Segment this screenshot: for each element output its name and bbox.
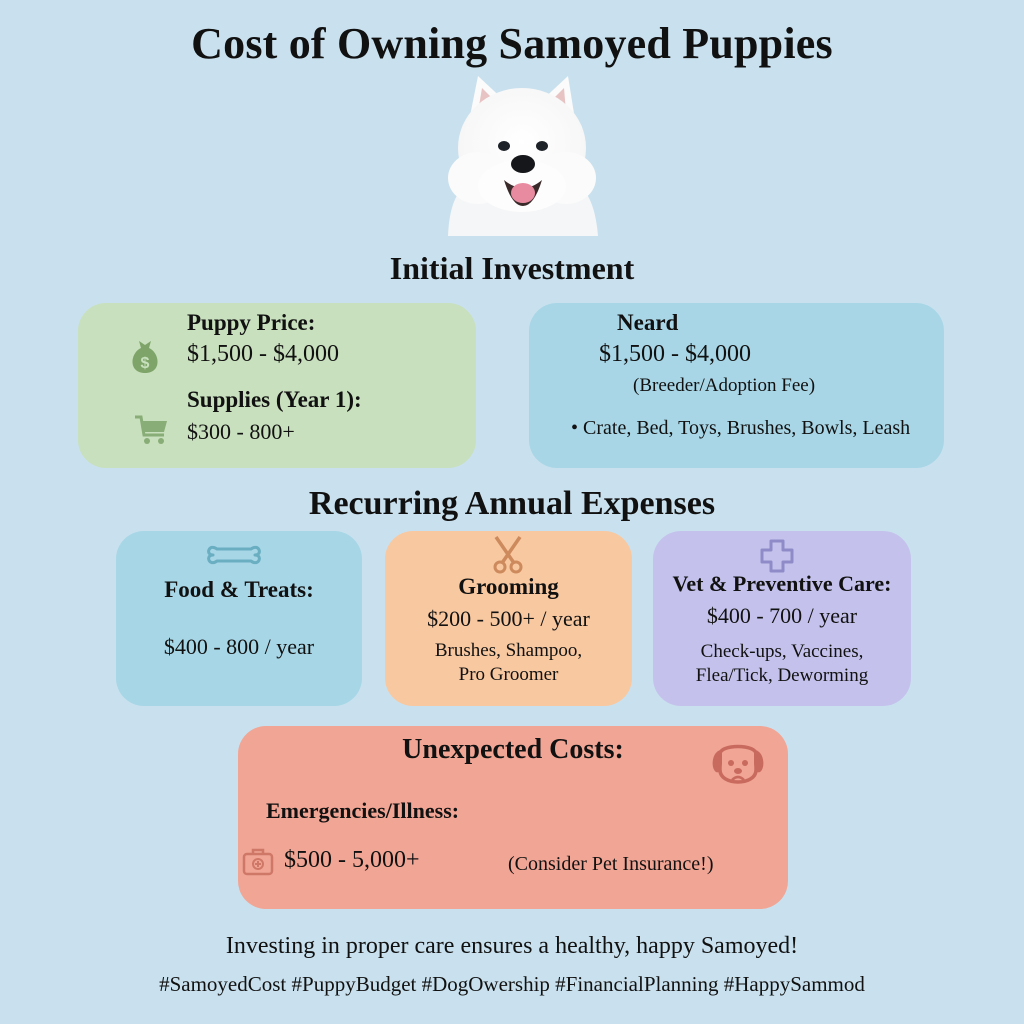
grooming-detail-1: Brushes, Shampoo, bbox=[434, 640, 583, 661]
supplies-label: Supplies (Year 1): bbox=[187, 387, 362, 412]
vet-care-label: Vet & Preventive Care: bbox=[672, 571, 892, 596]
samoyed-puppy-image bbox=[438, 68, 606, 236]
unexpected-costs-card bbox=[238, 726, 788, 909]
supplies-bullet-text: Crate, Bed, Toys, Brushes, Bowls, Leash bbox=[583, 417, 911, 439]
supplies-value: $300 - 800+ bbox=[187, 419, 295, 444]
first-aid-kit-icon bbox=[242, 848, 274, 876]
bullet-icon: • bbox=[571, 417, 584, 439]
unexpected-costs-heading: Unexpected Costs: bbox=[402, 734, 624, 765]
puppy-price-card bbox=[78, 303, 476, 468]
supplies-bullet bbox=[571, 417, 910, 440]
breeder-fee-heading: Neard bbox=[617, 310, 679, 335]
scissors-icon bbox=[488, 535, 528, 575]
medical-cross-icon bbox=[760, 539, 794, 573]
page-title: Cost of Owning Samoyed Puppies bbox=[191, 19, 833, 68]
food-treats-value: $400 - 800 / year bbox=[163, 634, 315, 659]
vet-care-detail-2: Flea/Tick, Deworming bbox=[695, 665, 869, 686]
grooming-detail-2: Pro Groomer bbox=[458, 664, 559, 685]
shopping-cart-icon bbox=[134, 415, 168, 445]
breeder-fee-card bbox=[529, 303, 944, 468]
food-treats-label: Food & Treats: bbox=[164, 577, 314, 602]
breeder-fee-value: $1,500 - $4,000 bbox=[599, 341, 751, 367]
food-treats-card bbox=[116, 531, 362, 706]
svg-text:$: $ bbox=[140, 355, 150, 372]
puppy-price-label: Puppy Price: bbox=[187, 310, 316, 335]
vet-care-detail-1: Check-ups, Vaccines, bbox=[700, 641, 864, 662]
puppy-price-value: $1,500 - $4,000 bbox=[187, 341, 339, 367]
section-heading-recurring: Recurring Annual Expenses bbox=[308, 485, 716, 522]
pet-insurance-note: (Consider Pet Insurance!) bbox=[508, 853, 714, 875]
vet-care-value: $400 - 700 / year bbox=[706, 603, 858, 628]
footer-hashtags: #SamoyedCost #PuppyBudget #DogOwership #FinancialPlanning #HappySammod bbox=[159, 972, 865, 996]
footer-tagline: Investing in proper care ensures a healthy, happy Samoyed! bbox=[225, 933, 799, 959]
breeder-fee-note: (Breeder/Adoption Fee) bbox=[633, 375, 816, 396]
grooming-value: $200 - 500+ / year bbox=[427, 606, 590, 631]
sad-dog-icon bbox=[710, 740, 766, 792]
vet-care-card bbox=[653, 531, 911, 706]
grooming-card bbox=[385, 531, 632, 706]
grooming-label: Grooming bbox=[458, 574, 559, 599]
money-bag-icon bbox=[128, 339, 162, 375]
bone-icon bbox=[207, 541, 261, 569]
emergencies-value: $500 - 5,000+ bbox=[284, 847, 420, 873]
emergencies-label: Emergencies/Illness: bbox=[266, 798, 460, 823]
section-heading-initial-investment: Initial Investment bbox=[389, 250, 635, 286]
